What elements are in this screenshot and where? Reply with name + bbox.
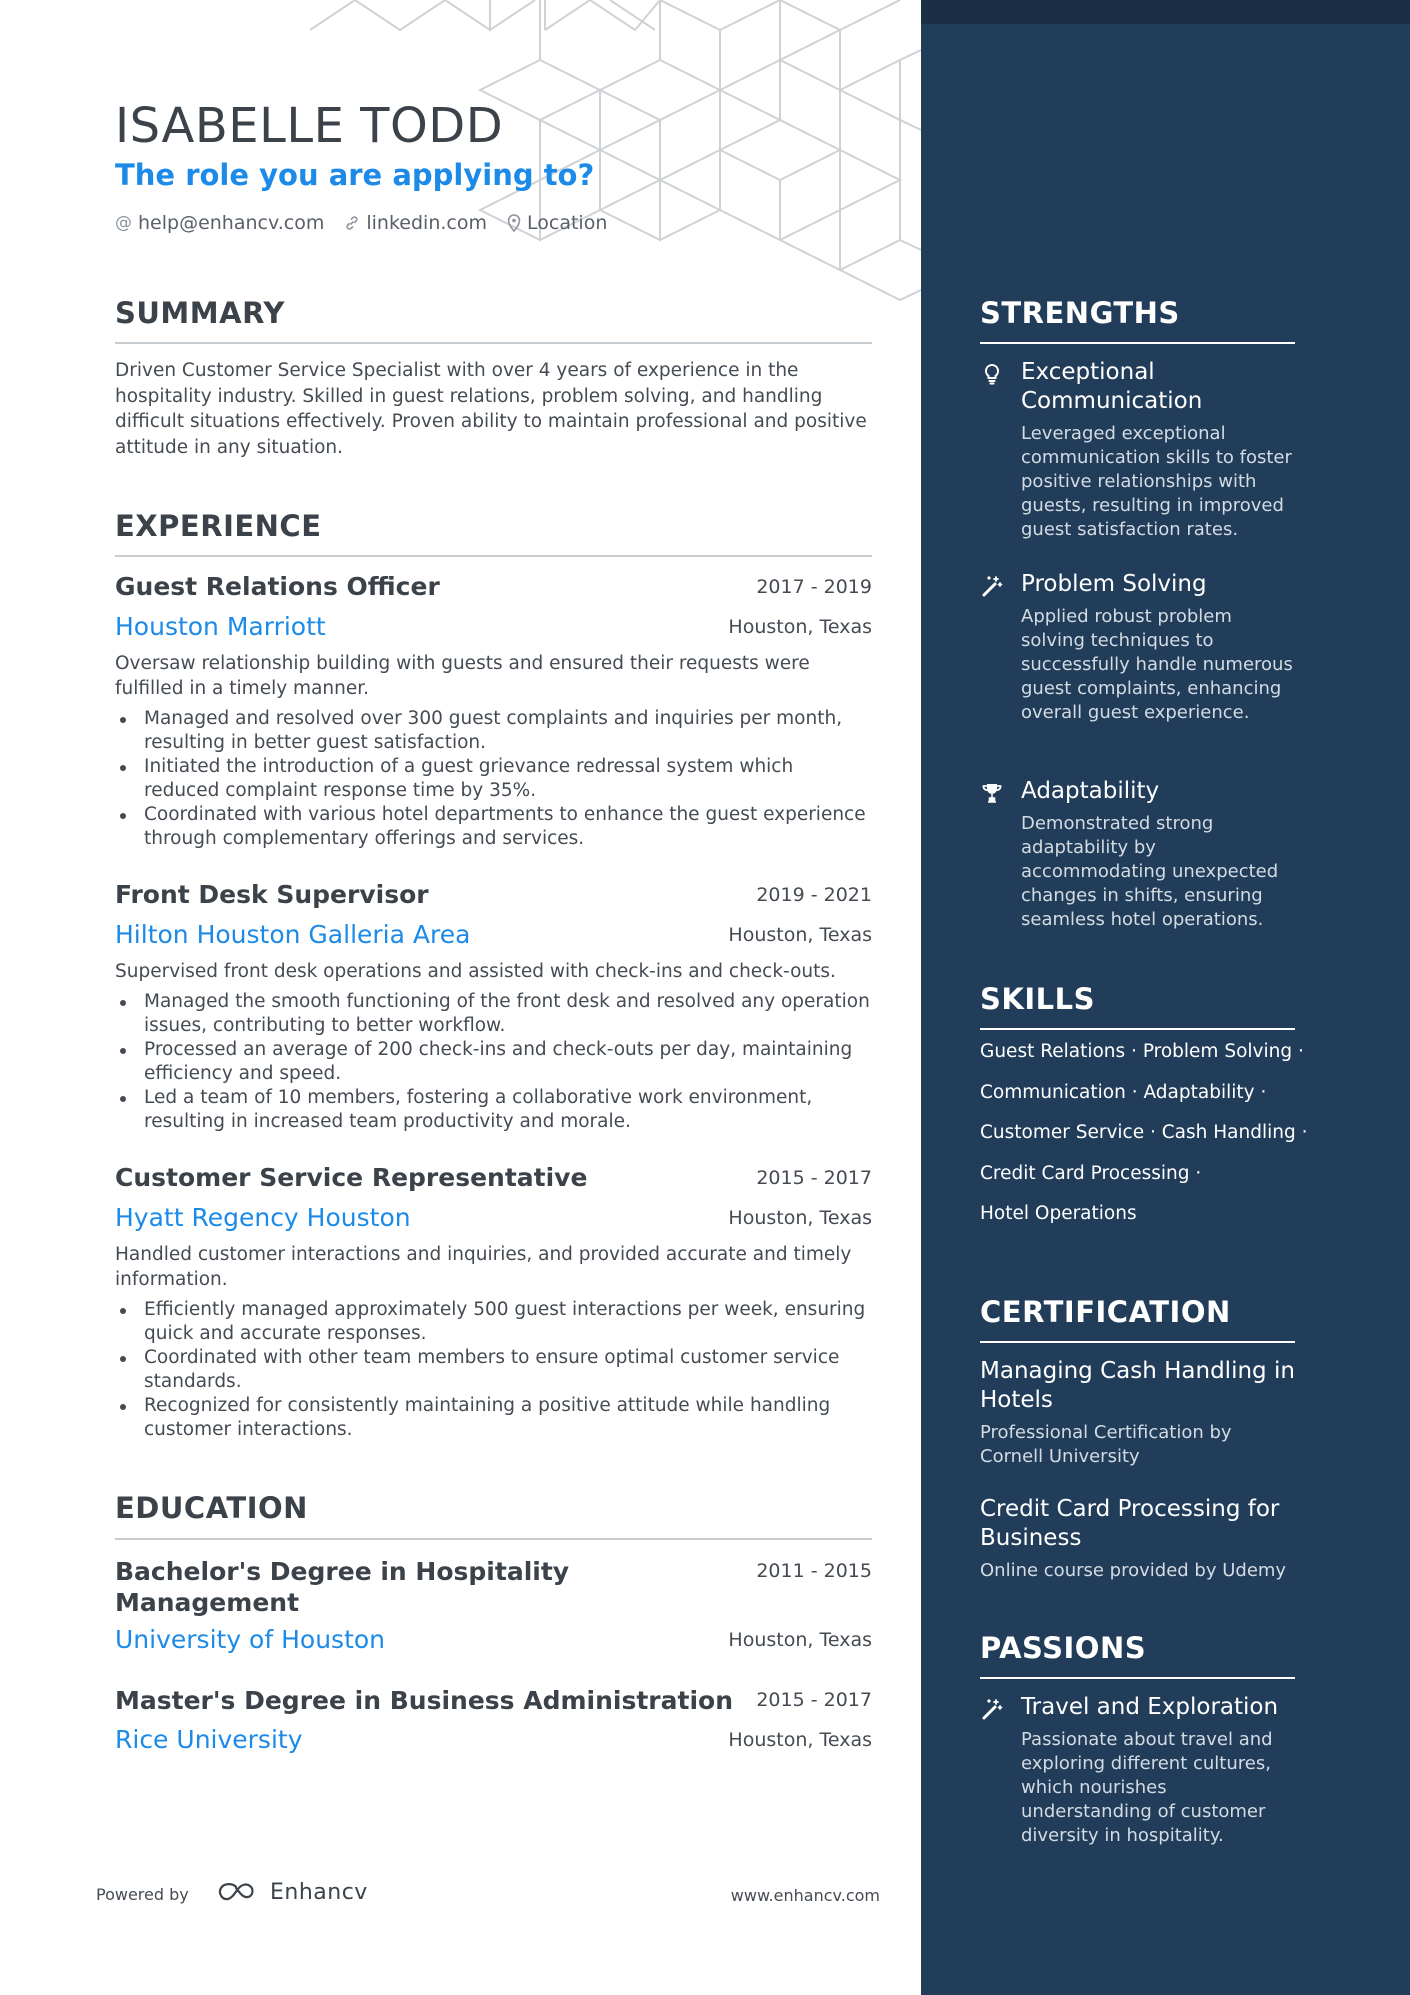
school-name: Rice University [115,1725,303,1754]
email-text: help@enhancv.com [138,212,325,234]
target-role: The role you are applying to? [115,158,595,192]
linkedin-text: linkedin.com [366,212,487,234]
job-bullet: Processed an average of 200 check-ins and check-outs per day, maintaining efficiency and speed. [115,1038,872,1086]
job-title: Guest Relations Officer [115,572,440,601]
job-location: Houston, Texas [728,616,872,638]
summary-text: Driven Customer Service Specialist with over 4 years of experience in the hospitality industry. Skilled in guest relations, problem solving, and handling difficult situations effectively. Proven ability to maintain professional and positive attitude in any situation. [115,360,867,458]
degree-title: Bachelor's Degree in Hospitality Management [115,1557,570,1617]
sidebar-divider [980,1341,1295,1343]
education-dates: 2015 - 2017 [756,1689,872,1711]
job-description: Oversaw relationship building with guests and ensured their requests were fulfilled in a timely manner. [115,653,810,699]
school-location: Houston, Texas [728,1729,872,1751]
strength-description: Demonstrated strong adaptability by accommodating unexpected changes in shifts, ensuring seamless hotel operations. [1021,813,1279,930]
sidebar-divider [980,342,1295,344]
job-bullet: Led a team of 10 members, fostering a collaborative work environment, resulting in increased team productivity and morale. [115,1086,872,1134]
strength-item [980,777,1300,932]
section-divider [115,342,872,344]
job-bullet: Coordinated with various hotel departments to enhance the guest experience through complementary offerings and services. [115,803,872,851]
experience-title: EXPERIENCE [115,509,322,543]
job-location: Houston, Texas [728,924,872,946]
trophy-icon [980,781,1004,805]
skill-line: Communication · Adaptability · [980,1081,1267,1103]
job-description: Supervised front desk operations and assisted with check-ins and check-outs. [115,961,836,982]
job-title: Front Desk Supervisor [115,880,429,909]
strength-title: Problem Solving [1021,571,1207,597]
at-icon: @ [115,213,132,233]
certification-title: CERTIFICATION [980,1295,1231,1329]
certification-item [980,1357,1300,1469]
section-divider [115,555,872,557]
job-company: Hilton Houston Galleria Area [115,920,471,949]
job-bullets [115,707,872,851]
skill-line: Credit Card Processing · [980,1162,1202,1184]
passion-title: Travel and Exploration [1021,1694,1279,1720]
strength-description: Leveraged exceptional communication skills to foster positive relationships with guests, resulting in improved guest satisfaction rates. [1021,423,1292,540]
job-bullet: Recognized for consistently maintaining a positive attitude while handling customer interactions. [115,1394,872,1442]
strengths-title: STRENGTHS [980,296,1180,330]
sidebar [921,0,1410,1995]
job-company: Houston Marriott [115,612,326,641]
job-dates: 2019 - 2021 [756,884,872,906]
brand-name: Enhancv [270,1880,368,1905]
education-title: EDUCATION [115,1491,308,1525]
education-entry [115,1556,872,1654]
strength-title: Adaptability [1021,778,1160,804]
job-entry [115,880,872,1132]
magic-wand-icon [980,574,1004,598]
job-bullet: Initiated the introduction of a guest grievance redressal system which reduced complaint response time by 35%. [115,755,872,803]
skills-list [980,1040,1320,1243]
certification-description: Professional Certification by Cornell University [980,1422,1232,1467]
sidebar-divider [980,1677,1295,1679]
job-description: Handled customer interactions and inquiries, and provided accurate and timely information. [115,1244,852,1290]
job-dates: 2015 - 2017 [756,1167,872,1189]
strength-item [980,358,1300,542]
job-location: Houston, Texas [728,1207,872,1229]
education-dates: 2011 - 2015 [756,1560,872,1582]
strength-title: Exceptional Communication [1021,359,1203,414]
contact-email[interactable] [115,212,324,234]
strength-description: Applied robust problem solving techniques to successfully handle numerous guest complaints, enhancing overall guest experience. [1021,606,1293,723]
footer [96,1880,880,1910]
job-entry [115,1163,872,1440]
job-entry [115,572,872,849]
enhancv-logo-icon [216,1881,262,1905]
lightbulb-icon [980,362,1004,386]
skills-title: SKILLS [980,982,1095,1016]
website-link[interactable]: www.enhancv.com [730,1886,880,1905]
contact-linkedin[interactable] [344,212,487,234]
skill-line: Customer Service · Cash Handling · [980,1122,1308,1143]
job-dates: 2017 - 2019 [756,576,872,598]
certification-name: Managing Cash Handling in Hotels [980,1358,1295,1413]
job-bullet: Efficiently managed approximately 500 guest interactions per week, ensuring quick and accurate responses. [115,1298,872,1346]
job-bullet: Coordinated with other team members to ensure optimal customer service standards. [115,1346,872,1394]
certification-name: Credit Card Processing for Business [980,1496,1280,1551]
powered-by-label: Powered by [96,1885,189,1904]
degree-title: Master's Degree in Business Administration [115,1686,733,1715]
job-bullet: Managed the smooth functioning of the front desk and resolved any operation issues, contributing to better workflow. [115,990,872,1038]
location-pin-icon [507,214,521,232]
passion-item [980,1693,1300,1848]
certification-description: Online course provided by Udemy [980,1560,1287,1581]
passions-title: PASSIONS [980,1631,1147,1665]
section-divider [115,1538,872,1540]
job-bullets [115,990,872,1134]
certification-item [980,1495,1300,1583]
school-name: University of Houston [115,1625,386,1654]
school-location: Houston, Texas [728,1629,872,1651]
skill-line: Hotel Operations [980,1203,1137,1224]
summary-title: SUMMARY [115,296,285,330]
contact-info [115,212,607,234]
location-text: Location [527,212,608,234]
sidebar-top-band [921,0,1410,24]
brand-logo[interactable] [216,1880,368,1905]
passion-description: Passionate about travel and exploring different cultures, which nourishes understanding of customer diversity in hospitality. [1021,1729,1273,1846]
job-bullets [115,1298,872,1442]
link-icon [344,215,360,231]
job-company: Hyatt Regency Houston [115,1203,411,1232]
strength-item [980,570,1300,725]
candidate-name: ISABELLE TODD [115,98,504,154]
sidebar-divider [980,1028,1295,1030]
contact-location [507,212,607,234]
skill-line: Guest Relations · Problem Solving · [980,1041,1304,1062]
education-entry [115,1685,872,1754]
job-title: Customer Service Representative [115,1163,588,1192]
job-bullet: Managed and resolved over 300 guest complaints and inquiries per month, resulting in better guest satisfaction. [115,707,872,755]
magic-wand-icon [980,1697,1004,1721]
